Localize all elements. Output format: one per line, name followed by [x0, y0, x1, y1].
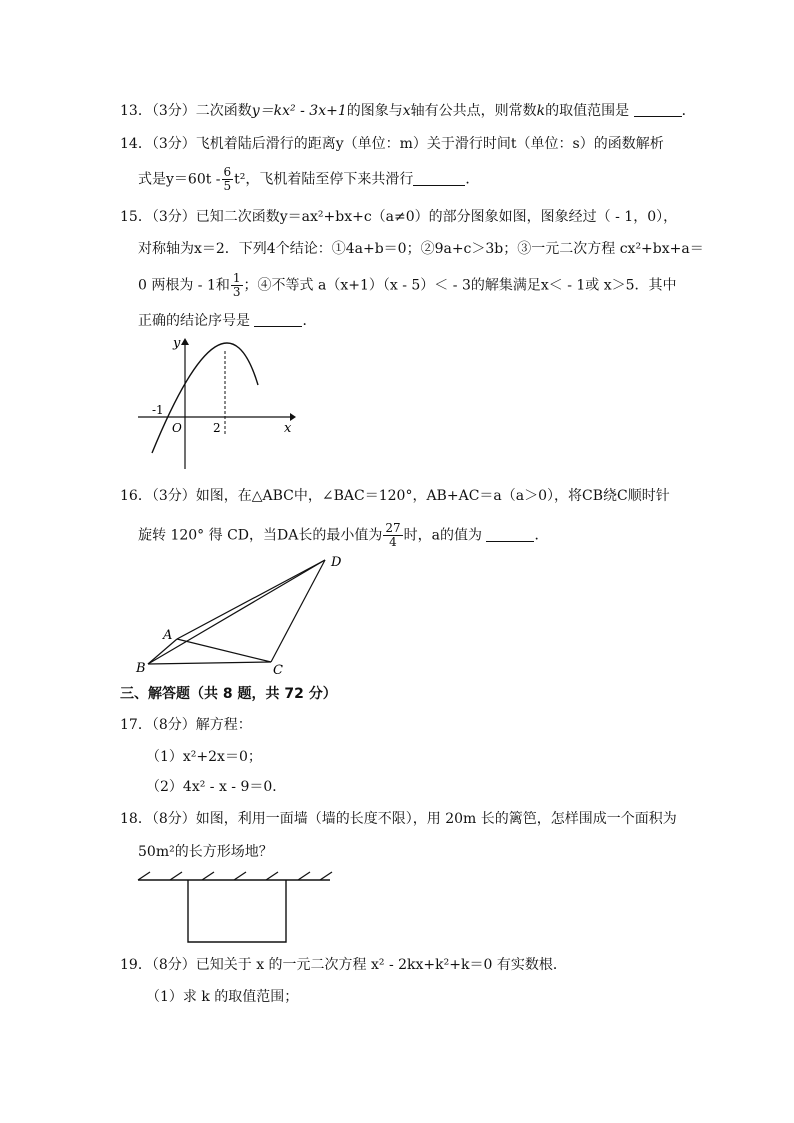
label-y: y	[173, 336, 181, 351]
q17-score: （8分）	[151, 717, 196, 733]
answer-blank-16[interactable]	[486, 527, 534, 542]
question-15-line1	[120, 207, 677, 227]
answer-blank-15[interactable]	[254, 312, 302, 327]
q15-frac-num: 1	[232, 271, 241, 285]
question-13	[120, 101, 696, 121]
q15-fraction	[231, 272, 243, 299]
q15-line2: 对称轴为x＝2．下列4个结论：①4a+b＝0；②9a+c＞3b；③一元二次方程 cx²+bx+a＝	[138, 241, 704, 257]
question-19	[120, 955, 567, 975]
q17-number: 17．	[120, 717, 152, 733]
q14-line1: 飞机着陆后滑行的距离y（单位：m）关于滑行时间t（单位：s）的函数解析	[195, 136, 664, 152]
q13-score: （3分）	[151, 103, 196, 119]
q17-part1: （1）x²+2x＝0；	[146, 749, 262, 765]
label-b: B	[136, 661, 146, 676]
answer-blank-14[interactable]	[413, 171, 465, 186]
question-18-line1	[120, 809, 677, 829]
q15-line4: 正确的结论序号是	[138, 313, 250, 329]
wall-hatching	[138, 872, 332, 880]
parabola-curve	[152, 343, 258, 453]
fence-rectangle	[188, 880, 286, 942]
label-x: x	[284, 421, 292, 436]
q14-fraction	[222, 166, 234, 193]
q14-number: 14．	[120, 136, 152, 152]
question-14-line1	[120, 134, 664, 154]
q14-score: （3分）	[151, 136, 196, 152]
q17-text: 解方程：	[195, 717, 252, 733]
q13-formula: y＝kx² - 3x+1	[251, 103, 347, 119]
q18-score: （8分）	[151, 811, 196, 827]
answer-blank-13[interactable]	[634, 102, 682, 117]
q16-end: ．	[534, 527, 549, 544]
question-17	[120, 715, 252, 735]
segment-ad	[177, 560, 325, 639]
question-18-line2: 50m²的长方形场地？	[138, 844, 273, 860]
q19-score: （8分）	[151, 957, 196, 973]
question-14-line2	[138, 166, 479, 193]
q16-fraction	[383, 522, 402, 549]
q17-part2: （2）4x² - x - 9＝0．	[146, 779, 287, 795]
label-c: C	[273, 663, 283, 678]
q19-text: 已知关于 x 的一元二次方程 x² - 2kx+k²+k＝0 有实数根．	[195, 957, 567, 973]
q15-frac-den: 3	[232, 285, 241, 299]
y-axis-arrow	[181, 338, 189, 345]
label-origin: O	[172, 421, 182, 435]
q18-number: 18．	[120, 811, 152, 827]
label-a: A	[163, 628, 173, 643]
q19-part1: （1）求 k 的取值范围；	[146, 989, 299, 1005]
q15-line1: 已知二次函数y＝ax²+bx+c（a≠0）的部分图象如图，图象经过（ - 1，0），	[195, 209, 678, 225]
q13-text-b: 的图象与	[346, 103, 403, 119]
segment-bd	[148, 560, 325, 664]
question-16-line1	[120, 486, 670, 506]
q15-line3-b: ；④不等式 a（x+1）（x - 5）＜ - 3的解集满足x＜ - 1或 x＞5．其中	[243, 277, 677, 294]
label-d: D	[331, 555, 342, 570]
q16-frac-den: 4	[389, 535, 397, 549]
triangle-figure	[130, 550, 360, 680]
label-neg1: -1	[152, 403, 164, 417]
q15-number: 15．	[120, 209, 152, 225]
q19-number: 19．	[120, 957, 152, 973]
x-axis-arrow	[290, 413, 296, 421]
q16-line2-a: 旋转 120° 得 CD，当DA长的最小值为	[138, 527, 383, 544]
segment-bc	[148, 662, 271, 664]
q15-score: （3分）	[151, 209, 196, 225]
q18-line1: 如图，利用一面墙（墙的长度不限），用 20m 长的篱笆，怎样围成一个面积为	[195, 811, 677, 827]
q13-number: 13．	[120, 103, 152, 119]
q14-end: ．	[465, 171, 480, 188]
q16-line2-b: 时，a的值为	[403, 527, 482, 544]
question-15-line3	[138, 272, 677, 299]
q13-text: 二次函数	[195, 103, 252, 119]
q13-text-c: 轴有公共点，则常数	[410, 103, 537, 119]
section-heading: 三、解答题（共 8 题，共 72 分）	[120, 686, 337, 702]
q15-line3-a: 0 两根为 - 1和	[138, 277, 230, 294]
label-2: 2	[213, 421, 221, 435]
q14-frac-num: 6	[223, 165, 232, 179]
segment-ac	[177, 639, 271, 662]
q16-frac-num: 27	[385, 521, 401, 535]
q15-end: ．	[302, 313, 317, 329]
q14-frac-den: 5	[223, 179, 232, 193]
question-15-line2	[138, 239, 704, 259]
q13-end: ．	[681, 103, 696, 119]
q16-line1: 如图，在△ABC中，∠BAC＝120°，AB+AC＝a（a＞0），将CB绕C顺时针	[195, 488, 670, 504]
q14-line2-b: t²，飞机着陆至停下来共滑行	[234, 171, 414, 188]
wall-figure	[130, 870, 340, 950]
q13-var-k: k	[536, 103, 546, 119]
q13-var-x: x	[402, 103, 411, 119]
q14-line2-a: 式是y＝60t -	[138, 171, 221, 188]
parabola-graph	[130, 335, 300, 475]
q16-number: 16．	[120, 488, 152, 504]
question-16-line2	[138, 522, 548, 549]
question-15-line4	[138, 311, 316, 331]
q16-score: （3分）	[151, 488, 196, 504]
q13-text-d: 的取值范围是	[545, 103, 630, 119]
